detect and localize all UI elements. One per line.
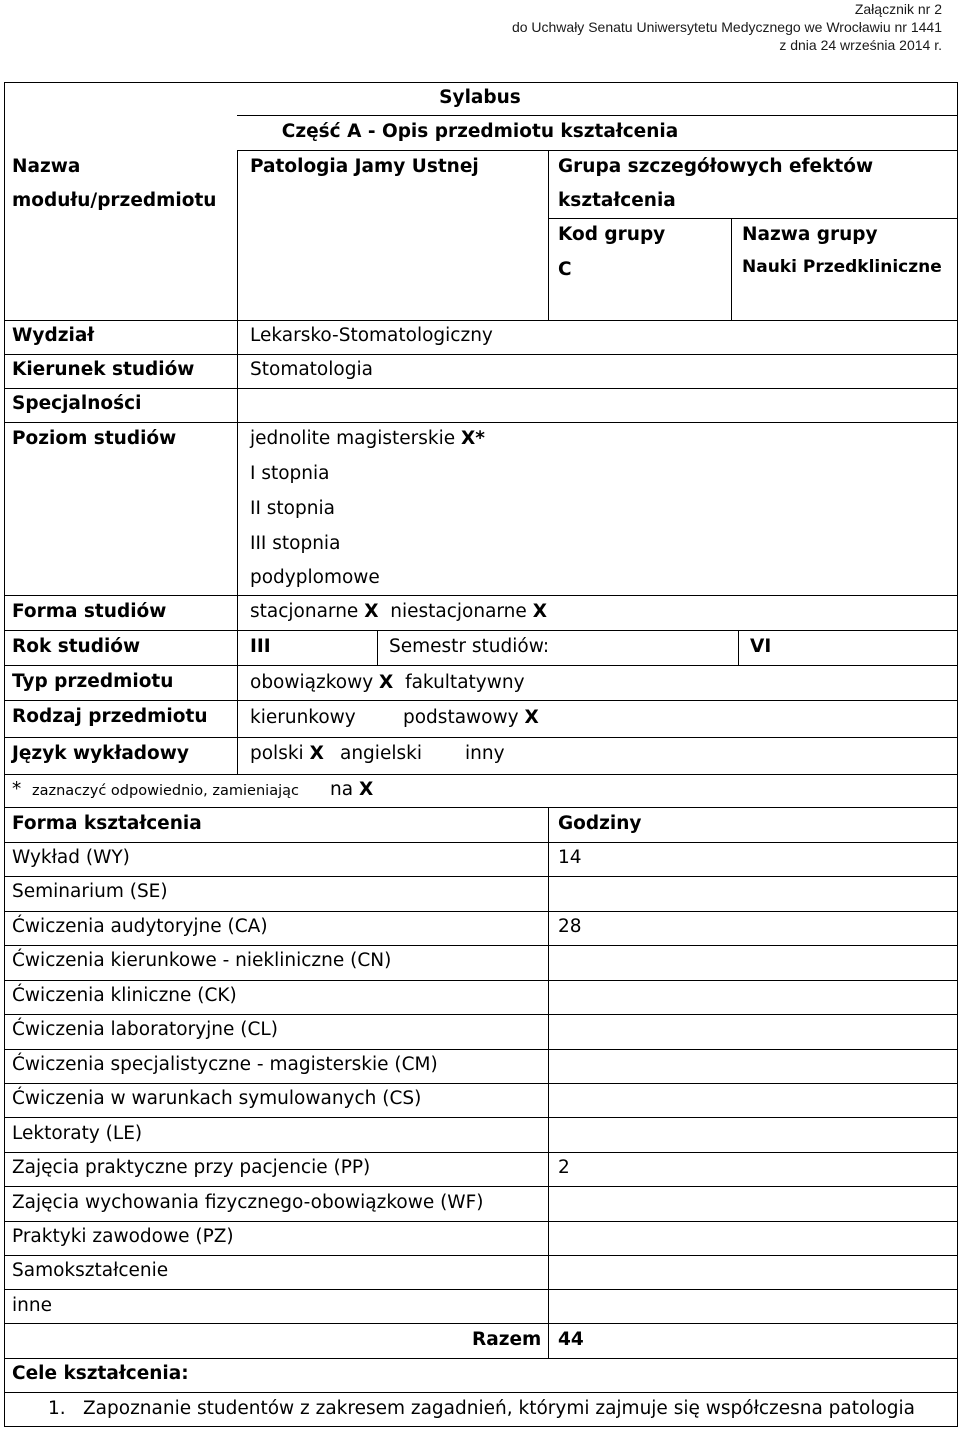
level-option-1	[250, 428, 485, 449]
form-row-label: Wykład (WY)	[12, 847, 130, 868]
semester-label: Semestr studiów:	[389, 636, 550, 657]
annex-header	[512, 0, 942, 54]
module-label-1: Nazwa	[12, 156, 81, 177]
form-option-2-mark: X	[532, 601, 547, 622]
lang-option-1-text: polski	[250, 743, 304, 764]
note-text: zaznaczyć odpowiednio, zamieniając	[32, 783, 299, 799]
forms-header-hours: Godziny	[558, 813, 642, 834]
kind-option-2-text: podstawowy	[403, 707, 519, 728]
form-row-label: Ćwiczenia laboratoryjne (CL)	[12, 1019, 278, 1040]
goals-label: Cele kształcenia:	[12, 1363, 189, 1384]
note-star: *	[12, 779, 22, 800]
form-row-hours: 28	[558, 916, 582, 937]
form-label: Forma studiów	[12, 601, 167, 622]
faculty-label: Wydział	[12, 325, 95, 346]
type-option-1: obowiązkowy	[250, 672, 374, 693]
form-row-label: Zajęcia wychowania fizycznego-obowiązkowe (WF)	[12, 1192, 484, 1213]
kind-option-2	[403, 707, 539, 728]
note-tail	[330, 779, 373, 800]
level-option-4: III stopnia	[250, 533, 341, 554]
goal-item-text: Zapoznanie studentów z zakresem zagadnień, którymi zajmuje się współczesna patologia	[83, 1398, 916, 1419]
type-option-2: fakultatywny	[405, 672, 525, 693]
group-code-label: Kod grupy	[558, 224, 666, 245]
level-option-1-text: jednolite magisterskie	[250, 428, 456, 449]
direction-value: Stomatologia	[250, 359, 373, 380]
type-options	[250, 672, 525, 693]
module-name: Patologia Jamy Ustnej	[250, 156, 479, 177]
level-option-3: II stopnia	[250, 498, 335, 519]
form-row-label: Zajęcia praktyczne przy pacjencie (PP)	[12, 1157, 371, 1178]
form-row-label: Seminarium (SE)	[12, 881, 168, 902]
year-value: III	[250, 636, 271, 657]
group-effects-label-1: Grupa szczegółowych efektów	[558, 156, 874, 177]
specialties-label: Specjalności	[12, 393, 142, 414]
lang-option-3: inny	[465, 743, 505, 764]
sylabus-title: Sylabus	[439, 87, 521, 108]
form-option-1: stacjonarne	[250, 601, 359, 622]
level-label: Poziom studiów	[12, 428, 177, 449]
part-a-title: Część A - Opis przedmiotu kształcenia	[281, 121, 679, 142]
annex-line-1: Załącznik nr 2	[854, 1, 942, 17]
lang-label: Język wykładowy	[12, 743, 189, 764]
form-row-label: Lektoraty (LE)	[12, 1123, 143, 1144]
total-label: Razem	[472, 1329, 542, 1350]
annex-line-3: z dnia 24 września 2014 r.	[779, 37, 942, 53]
form-option-2: niestacjonarne	[390, 601, 527, 622]
form-row-label: Ćwiczenia audytoryjne (CA)	[12, 916, 268, 937]
year-label: Rok studiów	[12, 636, 141, 657]
kind-option-2-mark: X	[524, 707, 539, 728]
total-value: 44	[558, 1329, 584, 1350]
forms-header-label: Forma kształcenia	[12, 813, 202, 834]
type-label: Typ przedmiotu	[12, 671, 174, 692]
form-row-hours: 2	[558, 1157, 570, 1178]
form-row-hours: 14	[558, 847, 582, 868]
form-row-label: Ćwiczenia kierunkowe - niekliniczne (CN)	[12, 950, 392, 971]
form-row-label: Ćwiczenia w warunkach symulowanych (CS)	[12, 1088, 422, 1109]
form-option-1-mark: X	[364, 601, 379, 622]
direction-label: Kierunek studiów	[12, 359, 195, 380]
module-label-2: modułu/przedmiotu	[12, 190, 217, 211]
level-option-2: I stopnia	[250, 463, 330, 484]
form-row-label: Ćwiczenia kliniczne (CK)	[12, 985, 237, 1006]
kind-label: Rodzaj przedmiotu	[12, 706, 208, 727]
semester-value: VI	[750, 636, 772, 657]
form-row-label: inne	[12, 1295, 52, 1316]
lang-option-1	[250, 743, 324, 764]
note-tail-text: na	[330, 779, 354, 800]
form-options	[250, 601, 547, 622]
group-name-label: Nazwa grupy	[742, 224, 878, 245]
goal-item-number: 1.	[48, 1398, 66, 1419]
lang-option-2: angielski	[340, 743, 422, 764]
lang-option-1-mark: X	[309, 743, 324, 764]
form-row-label: Praktyki zawodowe (PZ)	[12, 1226, 234, 1247]
group-name-value: Nauki Przedkliniczne	[742, 257, 942, 277]
kind-option-1: kierunkowy	[250, 707, 356, 728]
note-mark: X	[358, 779, 374, 800]
form-row-label: Samokształcenie	[12, 1260, 169, 1281]
form-row-label: Ćwiczenia specjalistyczne - magisterskie (CM)	[12, 1054, 438, 1075]
type-option-1-mark: X	[379, 672, 394, 693]
group-code-value: C	[558, 259, 572, 280]
faculty-value: Lekarsko-Stomatologiczny	[250, 325, 493, 346]
level-option-5: podyplomowe	[250, 567, 380, 588]
group-effects-label-2: kształcenia	[558, 190, 676, 211]
annex-line-2: do Uchwały Senatu Uniwersytetu Medycznego we Wrocławiu nr 1441	[511, 19, 942, 35]
level-option-1-mark: X*	[461, 428, 485, 449]
